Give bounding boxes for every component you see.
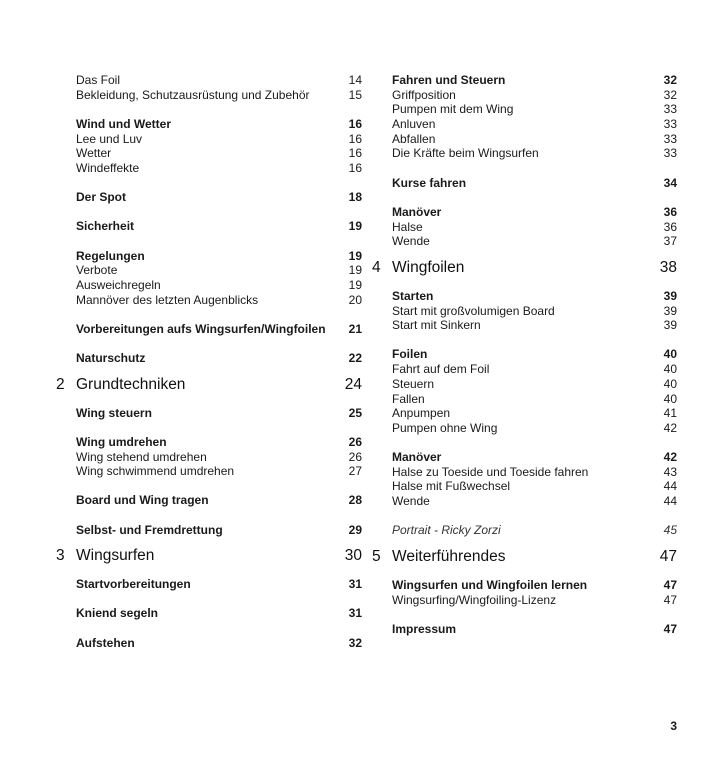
toc-page-number: 41 — [663, 406, 677, 421]
toc-section[interactable] — [56, 190, 362, 205]
toc-page-number: 19 — [348, 263, 362, 278]
toc-title: Portrait - Ricky Zorzi — [392, 523, 501, 538]
toc-page-number: 14 — [348, 73, 362, 87]
toc-section[interactable] — [372, 450, 677, 465]
toc-section[interactable] — [56, 406, 362, 421]
toc-title: Anluven — [392, 117, 436, 132]
toc-column-right — [372, 73, 677, 637]
toc-title: Start mit Sinkern — [392, 318, 481, 333]
toc-section[interactable] — [372, 578, 677, 593]
toc-title: Foilen — [392, 347, 428, 362]
toc-entry[interactable] — [56, 146, 362, 161]
toc-page-number: 30 — [344, 547, 362, 565]
toc-page-number: 26 — [348, 434, 362, 449]
toc-title: Halse mit Fußwechsel — [392, 479, 511, 494]
toc-section[interactable] — [56, 606, 362, 621]
toc-page-number: 26 — [348, 449, 362, 464]
toc-page-number: 18 — [348, 190, 362, 205]
toc-entry[interactable] — [372, 479, 677, 494]
toc-page-number: 39 — [663, 303, 677, 318]
toc-title: Wende — [392, 494, 430, 509]
toc-title: Wende — [392, 234, 430, 249]
toc-title: Mannöver des letzten Augenblicks — [76, 292, 259, 307]
toc-page-number: 40 — [663, 347, 677, 362]
toc-section[interactable] — [56, 435, 362, 450]
toc-entry[interactable] — [372, 88, 677, 103]
toc-entry[interactable] — [372, 362, 677, 377]
toc-title: Wetter — [76, 146, 112, 161]
toc-page-number: 19 — [348, 277, 362, 292]
toc-page-number: 21 — [348, 321, 362, 336]
toc-entry[interactable] — [372, 392, 677, 407]
toc-entry[interactable] — [372, 593, 677, 608]
toc-page-number: 16 — [348, 131, 362, 146]
toc-page-number: 36 — [663, 219, 677, 234]
chapter-number: 2 — [56, 375, 65, 393]
toc-page-number: 37 — [663, 234, 677, 249]
toc-title: Griffposition — [392, 87, 456, 102]
toc-page-number: 16 — [348, 116, 362, 131]
toc-title: Die Kräfte beim Wingsurfen — [392, 146, 539, 161]
toc-section[interactable] — [56, 219, 362, 234]
toc-title: Fahren und Steuern — [392, 73, 506, 87]
toc-title: Der Spot — [76, 190, 127, 205]
toc-entry[interactable] — [372, 146, 677, 161]
toc-title: Wing umdrehen — [76, 434, 167, 449]
toc-page-number: 47 — [659, 548, 677, 565]
toc-page-number: 43 — [663, 464, 677, 479]
toc-section[interactable] — [56, 351, 362, 366]
toc-page-number: 32 — [348, 635, 362, 650]
toc-entry[interactable] — [372, 220, 677, 235]
toc-page-number: 32 — [663, 73, 677, 87]
toc-title: Wingsurfen und Wingfoilen lernen — [392, 578, 588, 592]
toc-section[interactable] — [56, 322, 362, 337]
toc-section[interactable] — [372, 622, 677, 637]
toc-section[interactable] — [56, 493, 362, 508]
toc-title: Wingfoilen — [392, 258, 465, 276]
toc-entry[interactable] — [56, 450, 362, 465]
toc-title: Wing stehend umdrehen — [76, 449, 207, 464]
chapter-number: 3 — [56, 547, 65, 565]
chapter-number: 5 — [372, 548, 381, 565]
toc-title: Wingsurfing/Wingfoiling-Lizenz — [392, 592, 557, 607]
toc-title: Fallen — [392, 391, 425, 406]
toc-section[interactable] — [372, 347, 677, 362]
toc-title: Startvorbereitungen — [76, 577, 191, 592]
toc-title: Pumpen ohne Wing — [392, 420, 498, 435]
toc-page-number: 44 — [663, 479, 677, 494]
toc-page-number: 24 — [344, 375, 362, 393]
toc-page-number: 45 — [663, 523, 677, 538]
toc-entry[interactable] — [372, 304, 677, 319]
toc-page-number: 33 — [663, 131, 677, 146]
toc-chapter[interactable] — [56, 374, 362, 396]
toc-title: Pumpen mit dem Wing — [392, 102, 514, 117]
toc-title: Kniend segeln — [76, 606, 159, 621]
toc-title: Ausweichregeln — [76, 277, 161, 292]
toc-page-number: 38 — [659, 258, 677, 276]
toc-title: Weiterführendes — [392, 548, 506, 565]
toc-section[interactable] — [372, 205, 677, 220]
toc-page-number: 33 — [663, 117, 677, 132]
page-number: 3 — [670, 719, 677, 733]
toc-page-number: 47 — [663, 592, 677, 607]
toc-title: Steuern — [392, 376, 435, 391]
toc-section[interactable] — [56, 249, 362, 264]
toc-title: Impressum — [392, 621, 457, 636]
toc-entry[interactable] — [56, 132, 362, 147]
toc-title: Halse — [392, 219, 423, 234]
toc-entry[interactable] — [372, 318, 677, 333]
toc-title: Windeffekte — [76, 160, 140, 175]
toc-entry[interactable] — [56, 293, 362, 308]
toc-entry[interactable] — [56, 88, 362, 103]
toc-page-number: 16 — [348, 160, 362, 175]
toc-page-number: 19 — [348, 219, 362, 234]
toc-page-number: 47 — [663, 578, 677, 592]
toc-title: Das Foil — [76, 73, 121, 87]
toc-page-number: 40 — [663, 391, 677, 406]
chapter-number: 4 — [372, 258, 381, 276]
toc-section[interactable] — [372, 289, 677, 304]
toc-title: Wing steuern — [76, 405, 152, 420]
toc-page-number: 40 — [663, 376, 677, 391]
toc-page-number: 42 — [663, 420, 677, 435]
toc-chapter[interactable] — [56, 545, 362, 567]
toc-entry[interactable] — [372, 102, 677, 117]
toc-title: Selbst- und Fremdrettung — [76, 522, 223, 537]
toc-page-number: 31 — [348, 577, 362, 592]
toc-entry[interactable] — [372, 117, 677, 132]
toc-entry[interactable] — [56, 278, 362, 293]
toc-page-number: 16 — [348, 146, 362, 161]
toc-entry[interactable] — [372, 132, 677, 147]
toc-entry[interactable] — [372, 523, 677, 538]
toc-title: Fahrt auf dem Foil — [392, 362, 490, 377]
toc-entry[interactable] — [56, 464, 362, 479]
toc-page-number: 33 — [663, 102, 677, 117]
toc-page-number: 29 — [348, 522, 362, 537]
toc-column-left — [56, 73, 362, 650]
toc-page-number: 47 — [663, 621, 677, 636]
toc-title: Vorbereitungen aufs Wingsurfen/Wingfoilen — [76, 321, 326, 336]
toc-page-number: 36 — [663, 204, 677, 219]
toc-title: Grundtechniken — [76, 375, 186, 393]
toc-entry[interactable] — [372, 406, 677, 421]
toc-section[interactable] — [56, 577, 362, 592]
toc-page-number: 20 — [348, 292, 362, 307]
toc-page-number: 32 — [663, 87, 677, 102]
toc-page-number: 28 — [348, 493, 362, 508]
toc-title: Wingsurfen — [76, 547, 155, 565]
toc-title: Regelungen — [76, 248, 145, 263]
toc-entry[interactable] — [372, 421, 677, 436]
toc-section[interactable] — [56, 117, 362, 132]
toc-page-number: 15 — [348, 87, 362, 102]
toc-page-number: 44 — [663, 494, 677, 509]
toc-page-number: 25 — [348, 405, 362, 420]
toc-page-number: 34 — [663, 175, 677, 190]
toc-entry[interactable] — [372, 234, 677, 249]
toc-section[interactable] — [56, 636, 362, 651]
toc-title: Board und Wing tragen — [76, 493, 209, 508]
toc-title: Bekleidung, Schutzausrüstung und Zubehör — [76, 87, 310, 102]
toc-title: Abfallen — [392, 131, 436, 146]
toc-page-number: 31 — [348, 606, 362, 621]
toc-entry[interactable] — [372, 465, 677, 480]
toc-page-number: 22 — [348, 350, 362, 365]
toc-page-number: 33 — [663, 146, 677, 161]
toc-title: Sicherheit — [76, 219, 135, 234]
toc-page-number: 39 — [663, 318, 677, 333]
toc-title: Manöver — [392, 450, 442, 465]
toc-chapter[interactable] — [372, 257, 677, 279]
toc-title: Verbote — [76, 263, 118, 278]
toc-page-number: 40 — [663, 362, 677, 377]
toc-entry[interactable] — [56, 73, 362, 88]
toc-section[interactable] — [372, 176, 677, 191]
toc-page-number: 19 — [348, 248, 362, 263]
toc-title: Starten — [392, 288, 434, 303]
toc-page-number: 39 — [663, 288, 677, 303]
toc-title: Kurse fahren — [392, 175, 467, 190]
toc-title: Start mit großvolumigen Board — [392, 303, 555, 318]
toc-entry[interactable] — [56, 263, 362, 278]
toc-title: Halse zu Toeside und Toeside fahren — [392, 464, 589, 479]
toc-title: Lee und Luv — [76, 131, 143, 146]
toc-section[interactable] — [56, 523, 362, 538]
toc-page-number: 27 — [348, 464, 362, 479]
toc-entry[interactable] — [372, 494, 677, 509]
toc-entry[interactable] — [372, 377, 677, 392]
toc-title: Naturschutz — [76, 350, 146, 365]
toc-section[interactable] — [372, 73, 677, 88]
toc-title: Wind und Wetter — [76, 116, 171, 131]
toc-title: Anpumpen — [392, 406, 451, 421]
toc-title: Aufstehen — [76, 635, 135, 650]
toc-title: Manöver — [392, 204, 442, 219]
toc-title: Wing schwimmend umdrehen — [76, 464, 235, 479]
toc-entry[interactable] — [56, 161, 362, 176]
toc-page-number: 42 — [663, 450, 677, 465]
toc-chapter[interactable] — [372, 546, 677, 568]
